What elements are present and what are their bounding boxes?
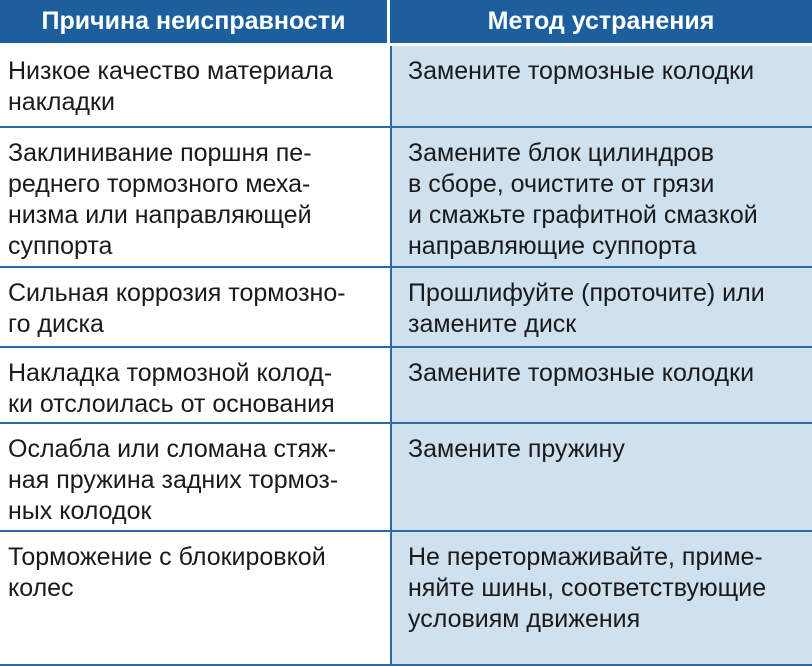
cause-text-line: Низкое качество материала bbox=[8, 57, 333, 85]
cause-cell bbox=[0, 268, 390, 348]
fix-text-line: замените диск bbox=[408, 310, 577, 338]
cause-text-line: реднего тормозного меха- bbox=[8, 170, 311, 198]
fix-text-line: Замените блок цилиндров bbox=[408, 139, 715, 167]
cause-text-line: колес bbox=[8, 574, 74, 602]
cause-cell bbox=[0, 46, 390, 128]
fix-cell bbox=[390, 128, 812, 268]
fix-text-line: Не перетормаживайте, приме- bbox=[408, 543, 763, 571]
fix-text-line: Замените тормозные колодки bbox=[408, 57, 755, 85]
header-cause: Причина неисправности bbox=[0, 0, 390, 46]
fix-text-line: направляющие суппорта bbox=[408, 232, 697, 260]
fix-text-line: условиям движения bbox=[408, 605, 641, 633]
fix-text-line: и смажьте графитной смазкой bbox=[408, 201, 758, 229]
header-fix: Метод устранения bbox=[390, 0, 812, 46]
cause-text-line: Сильная коррозия тормозно- bbox=[8, 279, 346, 307]
fix-text-line: Замените тормозные колодки bbox=[408, 359, 755, 387]
cause-text-line: Торможение с блокировкой bbox=[8, 543, 326, 571]
cause-text-line: Накладка тормозной колод- bbox=[8, 359, 333, 387]
fix-cell bbox=[390, 46, 812, 128]
cause-text-line: Заклинивание поршня пе- bbox=[8, 139, 312, 167]
fix-cell bbox=[390, 532, 812, 666]
fix-cell bbox=[390, 424, 812, 532]
cause-cell bbox=[0, 128, 390, 268]
cause-text-line: суппорта bbox=[8, 232, 113, 260]
fix-text-line: Прошлифуйте (проточите) или bbox=[408, 279, 765, 307]
cause-text-line: Ослабла или сломана стяж- bbox=[8, 435, 337, 463]
fix-cell bbox=[390, 348, 812, 424]
cause-text-line: ки отслоилась от основания bbox=[8, 390, 335, 418]
fix-cell bbox=[390, 268, 812, 348]
cause-cell bbox=[0, 348, 390, 424]
cause-text-line: ных колодок bbox=[8, 497, 152, 525]
cause-text-line: го диска bbox=[8, 310, 104, 338]
fix-text-line: в сборе, очистите от грязи bbox=[408, 170, 715, 198]
fix-text-line: няйте шины, соответствующие bbox=[408, 574, 767, 602]
cause-text-line: низма или направляющей bbox=[8, 201, 312, 229]
cause-cell bbox=[0, 532, 390, 666]
cause-text-line: накладки bbox=[8, 88, 115, 116]
cause-cell bbox=[0, 424, 390, 532]
fix-text-line: Замените пружину bbox=[408, 435, 625, 463]
cause-text-line: ная пружина задних тормоз- bbox=[8, 466, 339, 494]
